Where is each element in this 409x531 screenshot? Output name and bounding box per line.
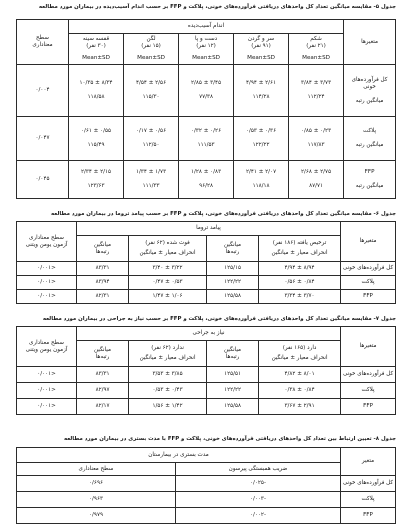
column-stat-label: Mean±SD: [247, 55, 275, 61]
value-cell: [289, 161, 344, 199]
column-header-mean-rank: [207, 341, 259, 367]
mean-sd-value: ۰/۵۶ ± ۰/۱۷: [136, 128, 167, 134]
column-header-mean-rank: [207, 236, 259, 262]
mean-rank-value: ۸۲/۹۷: [77, 383, 129, 399]
table-5: [16, 19, 396, 199]
significance-cell: <۰/۰۰۱: [17, 262, 77, 276]
column-name: میانگین رتبه‌ها: [224, 241, 242, 255]
column-header-mean-rank: [77, 341, 129, 367]
mean-sd-value: ۸/۹۴ ± ۴/۹۴: [259, 262, 341, 276]
mean-rank-value: ۱۱۴/۲۸: [252, 94, 270, 100]
column-name: دارد (۱۶۵ نفر): [282, 345, 317, 351]
significance-cell: ۰/۶۹۶: [17, 476, 176, 492]
table-row: [17, 161, 396, 199]
table-row: [17, 117, 396, 161]
column-header-pelvis: [124, 34, 179, 65]
table-header-row: [17, 20, 396, 34]
column-count: (۳۰ نفر): [86, 43, 106, 49]
value-cell: [179, 65, 234, 117]
column-name: میانگین رتبه‌ها: [224, 346, 242, 360]
mean-rank-value: ۱۲۲/۲۲: [207, 383, 259, 399]
column-header-discharged: [259, 236, 341, 262]
column-header-surgery-yes: [259, 341, 341, 367]
value-cell: [69, 161, 124, 199]
mean-sd-value: ۰/۸۳ ± ۱/۲۸: [191, 169, 222, 175]
variables-header: متغیرها: [341, 222, 396, 262]
rank-label: میانگین رتبه: [355, 183, 384, 189]
column-count: (۱۲ نفر): [196, 43, 216, 49]
column-name: ترخیص یافته (۱۸۶ نفر): [272, 240, 327, 246]
mean-sd-value: ۰/۳۶ ± ۰/۵۳: [246, 128, 277, 134]
mean-sd-value: ۳/۴۵ ± ۲/۸۵: [191, 80, 222, 86]
mean-rank-value: ۱۱۸/۱۸: [252, 183, 270, 189]
table-7: [16, 326, 396, 415]
mean-sd-value: ۰/۵۵ ± ۰/۶۱: [80, 128, 112, 134]
correlation-value: -۰/۰۰۲: [176, 508, 341, 524]
column-count: (۱۵ نفر): [141, 43, 161, 49]
column-stat-label: انحراف معیار ± میانگین: [271, 355, 328, 361]
table-8: [16, 447, 396, 524]
mean-rank-value: ۱۱۵/۴۹: [87, 142, 105, 148]
value-cell: [289, 65, 344, 117]
mean-sd-value: ۰/۵۳ ± ۰/۴۷: [129, 276, 207, 290]
correlation-value: -۰/۰۰۳: [176, 492, 341, 508]
significance-header: [17, 327, 77, 367]
mean-rank-value: ۱۲۵/۱۵: [207, 262, 259, 276]
mean-rank-value: ۱۱۱/۳۳: [142, 183, 160, 189]
table-row: [17, 476, 396, 492]
mean-rank-value: ۱۲۵/۵۱: [207, 367, 259, 383]
row-label-cell: [344, 117, 396, 161]
row-label-cell: پلاکت: [341, 276, 396, 290]
row-label-cell: پلاکت: [341, 383, 396, 399]
column-name: سر و گردن: [247, 36, 275, 42]
significance-cell: ۰/۹۷۹: [17, 508, 176, 524]
column-stat-label: Mean±SD: [192, 55, 220, 61]
mean-sd-value: ۲/۵۶ ± ۴/۵۴: [136, 80, 167, 86]
row-label-cell: کل فرآورده‌های خونی: [341, 476, 396, 492]
table-8-caption: جدول ۸- تعیین ارتباط بین تعداد کل واحدهای دریافتی فرآورده‌های خونی، پلاکت و FFP با مدت بستری در بیماران مورد مطالعه: [63, 436, 396, 442]
value-cell: [69, 65, 124, 117]
mean-rank-value: ۱۱۵/۳۰: [142, 94, 160, 100]
mean-rank-value: ۸۳/۳۱: [77, 367, 129, 383]
variables-header: متغیرها: [344, 20, 396, 65]
table-subheader-row: [17, 463, 396, 476]
significance-cell: ۰/۰۴۷: [17, 117, 69, 161]
table-header-row: [17, 327, 396, 341]
column-stat-label: Mean±SD: [137, 55, 165, 61]
table-subheader-row: [17, 34, 396, 65]
significance-cell: <۰/۰۰۱: [17, 367, 77, 383]
column-header-surgery-no: [129, 341, 207, 367]
row-label-cell: کل فرآورده‌های خونی: [341, 262, 396, 276]
value-cell: [234, 117, 289, 161]
mean-rank-value: ۱۲۵/۵۸: [207, 290, 259, 304]
significance-cell: <۰/۰۰۱: [17, 399, 77, 415]
table-header-row: [17, 222, 396, 236]
mean-sd-value: ۰/۲۶ ± ۰/۳۲: [191, 128, 222, 134]
value-cell: [124, 161, 179, 199]
row-label: FFP: [364, 169, 375, 175]
mean-sd-value: ۱/۰۶ ± ۱/۴۷: [129, 290, 207, 304]
significance-cell: ۰/۰۴۵: [17, 161, 69, 199]
column-header-chest: [69, 34, 124, 65]
mean-sd-value: ۳/۲۲ ± ۳/۴۰: [129, 262, 207, 276]
group-header: اندام آسیب‌دیده: [69, 20, 344, 34]
rank-label: میانگین رتبه: [355, 142, 384, 148]
mean-rank-value: ۸۷/۷۱: [309, 183, 323, 189]
column-header-significance: سطح معناداری: [17, 463, 176, 476]
mean-rank-value: ۸۳/۳۱: [77, 262, 129, 276]
mean-rank-value: ۱۲۲/۲۲: [207, 276, 259, 290]
mean-rank-value: ۸۲/۳۱: [77, 290, 129, 304]
column-name: میانگین رتبه‌ها: [94, 241, 111, 255]
row-label-cell: FFP: [341, 290, 396, 304]
significance-header: [17, 20, 69, 65]
significance-cell: ۰/۹۶۳: [17, 492, 176, 508]
variables-header: متغیرها: [341, 327, 396, 367]
mean-sd-value: ۲/۹۱ ± ۳/۶۷: [259, 399, 341, 415]
mean-sd-value: ۳/۷۰ ± ۳/۳۴: [259, 290, 341, 304]
mean-sd-value: ۰/۲۳ ± ۰/۸۵: [301, 128, 332, 134]
column-name: فوت شده (۶۲ نفر): [145, 240, 190, 246]
mean-rank-value: ۱۲۵/۵۸: [207, 399, 259, 415]
value-cell: [69, 117, 124, 161]
mean-sd-value: ۱/۷۳ ± ۱/۳۴: [136, 169, 167, 175]
mean-sd-value: ۳/۸۵ ± ۳/۵۳: [129, 367, 207, 383]
mean-rank-value: ۸۳/۹۴: [77, 276, 129, 290]
column-header-mean-rank: [77, 236, 129, 262]
value-cell: [234, 65, 289, 117]
mean-sd-value: ۲/۱۵ ± ۲/۳۴: [80, 169, 112, 175]
significance-header: [17, 222, 77, 262]
column-name: شکم: [310, 36, 322, 42]
group-header: پیامد تروما: [77, 222, 341, 236]
column-header-head-neck: [234, 34, 289, 65]
column-count: (۹۱ نفر): [251, 43, 271, 49]
significance-header-label: سطح معناداری آزمون یومن ویتنی: [25, 339, 68, 353]
significance-cell: <۰/۰۰۱: [17, 290, 77, 304]
column-name: دست و پا: [194, 36, 218, 42]
table-header-row: [17, 448, 396, 463]
mean-sd-value: ۲/۶۱ ± ۴/۹۴: [246, 80, 277, 86]
mean-sd-value: ۸/۰۱ ± ۴/۸۲: [259, 367, 341, 383]
mean-rank-value: ۱۱۲/۲۴: [307, 94, 325, 100]
table-row: [17, 65, 396, 117]
value-cell: [179, 161, 234, 199]
column-stat-label: انحراف معیار ± میانگین: [139, 250, 196, 256]
significance-cell: <۰/۰۰۱: [17, 383, 77, 399]
row-label-cell: [344, 65, 396, 117]
mean-sd-value: ۰/۴۳ ± ۰/۵۳: [129, 383, 207, 399]
mean-sd-value: ۰/۸۴ ± ۰/۵۶: [259, 276, 341, 290]
value-cell: [234, 161, 289, 199]
column-stat-label: انحراف معیار ± میانگین: [271, 250, 328, 256]
mean-rank-value: ۷۷/۳۸: [199, 94, 213, 100]
table-row: [17, 383, 396, 399]
value-cell: [179, 117, 234, 161]
mean-rank-value: ۱۲۲/۲۲: [252, 142, 270, 148]
table-row: [17, 262, 396, 276]
mean-rank-value: ۱۱۷/۸۳: [307, 142, 325, 148]
column-stat-label: انحراف معیار ± میانگین: [139, 355, 196, 361]
significance-cell: ۰/۰۰۴: [17, 65, 69, 117]
table-row: [17, 508, 396, 524]
column-count: (۲۱ نفر): [306, 43, 326, 49]
table-row: [17, 492, 396, 508]
mean-rank-value: ۱۱۲/۵۰: [142, 142, 160, 148]
column-name: لگن: [146, 36, 156, 42]
significance-cell: <۰/۰۰۱: [17, 276, 77, 290]
table-7-caption: جدول ۷- مقایسه میانگین تعداد کل واحدهای دریافتی فرآورده‌های خونی، پلاکت و FFP بر حسب نیاز به جراحی در بیماران مورد مطالعه: [42, 316, 396, 322]
group-header: نیاز به جراحی: [77, 327, 341, 341]
rank-label: میانگین رتبه: [355, 97, 384, 104]
table-row: [17, 276, 396, 290]
row-label-cell: FFP: [341, 508, 396, 524]
mean-sd-value: ۲/۷۵ ± ۲/۶۸: [301, 169, 332, 175]
column-name: قفسه سینه: [82, 36, 110, 42]
group-header: مدت بستری در بیمارستان: [17, 448, 341, 463]
value-cell: [124, 117, 179, 161]
table-row: [17, 399, 396, 415]
mean-sd-value: ۰/۸۴ ± ۰/۳۸: [259, 383, 341, 399]
row-label-cell: [344, 161, 396, 199]
row-label-cell: پلاکت: [341, 492, 396, 508]
value-cell: [289, 117, 344, 161]
mean-rank-value: ۱۱۸/۵۸: [87, 94, 105, 100]
significance-header-label: سطح معناداری آزمون یومن ویتنی: [25, 234, 68, 248]
column-stat-label: Mean±SD: [302, 55, 330, 61]
column-name: میانگین رتبه‌ها: [94, 346, 111, 360]
column-header-limbs: [179, 34, 234, 65]
mean-sd-value: ۸/۳۴ ± ۱۰/۳۵: [79, 80, 113, 86]
mean-sd-value: ۱/۴۲ ± ۱/۵۶: [129, 399, 207, 415]
column-stat-label: Mean±SD: [82, 55, 110, 61]
table-6: [16, 221, 396, 304]
mean-rank-value: ۸۲/۱۷: [77, 399, 129, 415]
row-label: کل فرآورده‌های خونی: [351, 76, 388, 90]
column-header-deceased: [129, 236, 207, 262]
column-name: ندارد (۶۲ نفر): [151, 345, 184, 351]
row-label-cell: کل فرآورده‌های خونی: [341, 367, 396, 383]
mean-rank-value: ۱۱۱/۵۳: [197, 142, 215, 148]
row-label-cell: FFP: [341, 399, 396, 415]
column-header-pearson: ضریب همبستگی پیرسون: [176, 463, 341, 476]
mean-sd-value: ۲/۰۷ ± ۲/۴۱: [246, 169, 277, 175]
significance-header-label: سطح معناداری: [32, 35, 53, 48]
correlation-value: -۰/۰۲۵: [176, 476, 341, 492]
table-row: [17, 367, 396, 383]
mean-sd-value: ۳/۷۳ ± ۳/۸۴: [301, 80, 332, 86]
column-header-abdomen: [289, 34, 344, 65]
table-6-caption: جدول ۶- مقایسه میانگین تعداد کل واحدهای دریافتی فرآورده‌های خونی، پلاکت و FFP بر حسب پیامد تروما در بیماران مورد مطالعه: [51, 211, 396, 217]
mean-rank-value: ۹۶/۲۸: [199, 183, 213, 189]
value-cell: [124, 65, 179, 117]
variables-header: متغیر: [341, 448, 396, 476]
table-5-caption: جدول ۵- مقایسه میانگین تعداد کل واحدهای دریافتی فرآورده‌های خونی، پلاکت و FFP بر حسب اندام آسیب‌دیده در بیماران مورد مطالعه: [38, 4, 396, 10]
table-row: [17, 290, 396, 304]
row-label: پلاکت: [363, 128, 377, 134]
mean-rank-value: ۱۲۳/۶۳: [87, 183, 105, 189]
